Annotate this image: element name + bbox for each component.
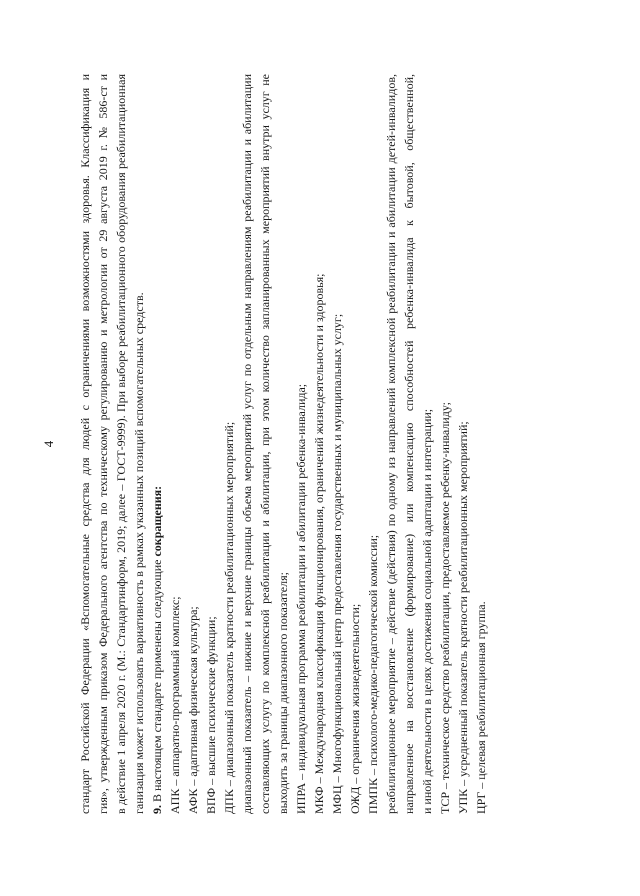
text-line [148, 74, 166, 814]
text-line: в действие 1 апреля 2020 г. (М.: Стандартинформ, 2019; далее – ГОСТ-9999). При выборе реабилитационного оборудования реабилитационная [114, 74, 128, 814]
text-line: составляющих услугу по комплексной реабилитации и абилитации, при этом количество запланированных мероприятий внутри услуг не [258, 74, 272, 814]
text-line: ВПФ – высшие психические функции; [204, 616, 218, 814]
text-line: ТСР – техническое средство реабилитации, предоставляемое ребенку-инвалиду; [438, 401, 452, 814]
text-line: ЦРГ – целевая реабилитационная группа. [474, 601, 488, 814]
text-line: АФК – адаптивная физическая культура; [186, 606, 200, 814]
text-line: УПК – усредненный показатель кратности реабилитационных мероприятий; [456, 421, 470, 814]
section-number: 9. [150, 805, 164, 814]
document-body [76, 74, 490, 814]
text-line: ИПРА – индивидуальная программа реабилитации и абилитации ребенка-инвалида; [294, 383, 308, 814]
text-line: реабилитационное мероприятие – действие (действия) по одному из направлений комплексной реабилитации и абилитации детей-инвалидов, [384, 74, 398, 814]
text-line: направленное на восстановление (формирование) или компенсацию способностей ребенка-инвалида к бытовой, общественной, [402, 74, 416, 814]
text-line: ДПК – диапазонный показатель кратности реабилитационных мероприятий; [222, 421, 236, 814]
text-line: выходить за границы диапазонного показателя; [276, 572, 290, 814]
section-text: В настоящем стандарте применены следующие [150, 556, 164, 805]
text-line: МКФ – Международная классификация функционирования, ограничений жизнедеятельности и здоровья; [312, 273, 326, 814]
text-line: АПК – аппаратно-программный комплекс; [168, 596, 182, 814]
text-line: МФЦ – Многофункциональный центр предоставления государственных и муниципальных услуг; [330, 313, 344, 814]
text-line: ОЖД – ограничения жизнедеятельности; [348, 603, 362, 814]
text-line: диапазонный показатель – нижние и верхние границы объема мероприятий услуг по отдельным направлениям реабилитации и абилитации [240, 74, 254, 814]
text-line: стандарт Российской Федерации «Вспомогательные средства для людей с ограничениями возможностями здоровья. Классификация и [78, 74, 92, 814]
text-line: ганизация может использовать вариативность в рамках указанных позиций вспомогательных средств. [132, 292, 146, 814]
text-line: ПМПК – психолого-медико-педагогической комиссии; [366, 534, 380, 814]
page-number: 4 [41, 440, 56, 448]
section-heading: сокращения: [150, 485, 164, 557]
text-line: и иной деятельности в целях достижения социальной адаптации и интеграции; [420, 408, 434, 814]
text-line: гия», утвержденным приказом Федерального агентства по техническому регулированию и метрологии от 29 августа 2019 г. № 586-ст и [96, 74, 110, 814]
